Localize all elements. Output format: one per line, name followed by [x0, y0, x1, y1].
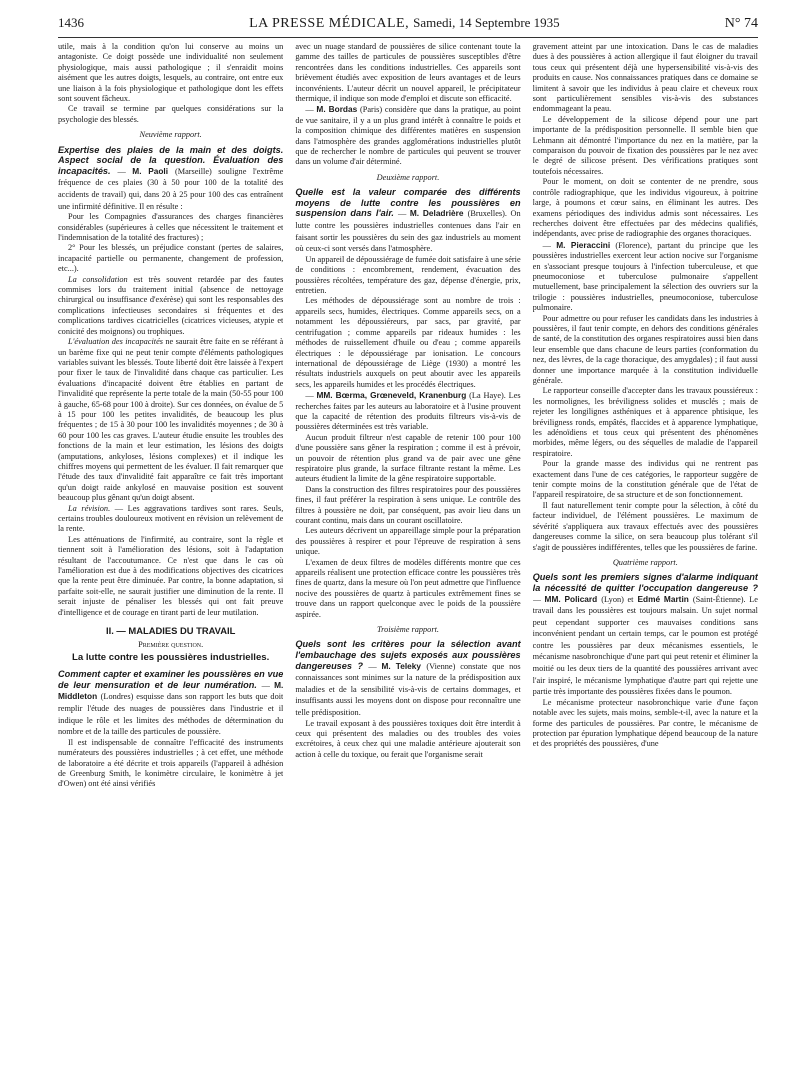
page-number: 1436 [58, 15, 84, 30]
italic-lead: La révision. [68, 503, 111, 513]
paragraph: Pour les Compagnies d'assurances des charges financières considérables (supérieures à celles que nécessitent le traitement et l'indemnisation de la totalité des fractures) ; [58, 212, 284, 243]
author-name: MM. Policard [544, 593, 598, 604]
question-title: Expertise des plaies de la main et des doigts. Aspect social de la question. Évaluation des incapacités. [58, 144, 284, 176]
author-name: MM. Bœrma, Grœneveld, Kranenburg [316, 390, 467, 401]
section-title: II. — MALADIES DU TRAVAIL [105, 625, 236, 637]
paragraph-text: est très souvent retardée par des fautes commises lors du traitement initial (absence de nettoyage chirurgical ou insuffisance d'exérèse) qui sont les responsables des complications infectieuses secondaires si fréquentes et des complications tardives cicatricielles (cicatrices vicieuses, atypie et conicité des moignons) ou trophiques. [58, 274, 284, 336]
author-name: M. Deladrière [409, 208, 464, 219]
paragraph-text: (Paris) considère que dans la pratique, au point de vue sanitaire, il y a un plus grand intérêt à connaître le poids et la composition chimique des différentes matières en suspension dans l'atmosphère des grandes agglomérations industrielles plutôt que de rechercher le nombre de particules qui peuvent se trouver dans un volume d'air déterminé. [295, 105, 521, 167]
issue-number: N° 74 [724, 16, 758, 31]
paragraph: Les auteurs décrivent un appareillage simple pour la préparation des poussières à respirer et pour l'épreuve de respiration à sens unique. [295, 526, 521, 557]
question-title: Comment capter et examiner les poussières en vue de leur mensuration et de leur numération. [58, 669, 284, 690]
question-title: La lutte contre les poussières industrielles. [72, 651, 270, 663]
paragraph: Le travail exposant à des poussières toxiques doit être interdit à ceux qui présentent des maladies ou des troubles des voies excrétoires, à ceux chez qui une maladie antérieure ajouterait son action à celle du toxique, ou ferait que l'organisme serait [295, 718, 521, 759]
header-center [249, 14, 560, 32]
article-columns [58, 42, 758, 1074]
paragraph-text: (Florence), partant du principe que les poussières industrielles exercent leur action nocive sur l'organisme en s'associant presque toujours à l'infection tuberculeuse, et que pneumoconiose et tuberculose pulmonaire s'appellent mutuellement, base principalement la sélection des ouvriers sur la trilogie : poussières industrielles, pneumoconiose, tuberculose pulmonaire. [532, 240, 758, 313]
question-title: Quelle est la valeur comparée des différents moyens de lutte contre les poussières en suspension dans l'air. [295, 187, 521, 219]
paragraph: Il est indispensable de connaître l'efficacité des instruments numérateurs des poussières industrielles ; à cet effet, une méthode de laboratoire a été décrite et trois appareils (l'appareil à adhésion de Greenburg Smith, le konimètre circulaire, le konimètre à jet d'Owen) ont été ainsi vérifiés [58, 737, 284, 789]
paragraph: Le développement de la silicose dépend pour une part importante de la prédisposition personnelle. Il semble bien que Lehmann ait démontré l'importance du nez en la matière, par la comparaison du pouvoir de fixation des poussières par le nez avec le degré de silicose présent. Des vérifications pratiques sont toutefois nécessaires. [532, 114, 758, 176]
italic-lead: La consolidation [68, 274, 128, 284]
paragraph: Le mécanisme protecteur nasobronchique varie d'une façon notable avec les sujets, mais moins, semble-t-il, avec la nature et la forme des particules de poussières. Par contre, le mécanisme de protection par épuration lymphatique dépend beaucoup de la nature et des propriétés des poussières, d'une [532, 697, 758, 749]
paragraph: Dans la construction des filtres respiratoires pour des poussières fines, il faut préférer la respiration à sens unique. Le contrôle des filtres à poussière ne doit, par conséquent, pas avoir lieu dans un courant continu, mais dans un courant oscillatoire. [295, 484, 521, 525]
author-name: Edmé Martin [637, 593, 689, 604]
author-name: M. Paoli [132, 165, 169, 176]
paragraph: avec un nuage standard de poussières de silice contenant toute la gamme des tailles de particules de poussières susceptibles d'être rencontrées dans les conditions industrielles. Ces appareils sont brièvement étudiés avec exposition de leurs avantages et de leurs inconvénients. L'auteur décrit un nouvel appareil, le précipitateur thermique, il indique son mode d'emploi et discute son efficacité. [295, 42, 521, 104]
question-heading: Comment capter et examiner les poussières en vue de leur mensuration et de leur numération. — M. Middleton (Londres) esquisse dans son rapport les buts que doit remplir l'étude des nuages de poussières dans l'industrie et il indique le rôle et les limites des méthodes de détermination du nombre et de la taille des particules de poussière. [58, 669, 284, 737]
question-title: Quels sont les premiers signes d'alarme indiquant la nécessité de quitter l'occupation dangereuse ? [532, 572, 758, 593]
author-name: M. Pieraccini [556, 239, 611, 250]
issue-date: Samedi, 14 Septembre 1935 [413, 15, 560, 30]
paragraph: Le rapporteur conseille d'accepter dans les travaux poussiéreux : les normolignes, les bréviligness solides et musclés ; mais de rejeter les longilignes asthéniques et à apparence phtisique, les bréviligness ronds, empâtés, flaccides et à apparence lymphatique, les adénoïdiens et tous ceux qui présentent des phénomènes morbides, même légers, ou des séquelles de maladie de l'appareil respiratoire. [532, 386, 758, 458]
paragraph: Pour le moment, on doit se contenter de ne prendre, sous contrôle radiographique, que les individus vigoureux, à poitrine large, à poumons et cœur sains, en éliminant les autres. Des examens périodiques des individus admis sont nécessaires. Les recherches doivent être effectuées par des médecins qualifiés, indépendants, avec prise de radiographie des organes thoraciques. [532, 177, 758, 239]
author-connector: (Lyon) et [601, 594, 634, 604]
page-header [58, 14, 758, 38]
question-heading: Quels sont les premiers signes d'alarme indiquant la nécessité de quitter l'occupation dangereuse ? — MM. Policard (Lyon) et Edmé Martin (Saint-Étienne). Le travail dans les poussières est toujours malsain. Un sujet normal peut cependant supporter ces mauvaises conditions sans inconvénient pendant un certain temps, car le poumon est protégé contre les poussières par deux mécanismes essentiels, le mécanisme nasobronchique d'une part qui peut retenir et éliminer la moitié ou les deux tiers de la quantité des poussières arrivant avec l'air inspiré, le mécanisme lymphatique d'autre part qui rejette une partie très importante des poussières fixées dans le poumon. [532, 572, 758, 697]
rapport-label: Troisième rapport. [377, 625, 439, 635]
paragraph-text: (La Haye). Les recherches faites par les auteurs au laboratoire et à l'usine prouvent que la capacité de rétention des produits filtreurs vis-à-vis de poussières déterminées est très variable. [295, 391, 521, 432]
author-name: M. Teleky [381, 660, 422, 671]
paragraph: Pour admettre ou pour refuser les candidats dans les industries à poussières, il faut tenir compte, en dehors des conditions générales de santé, de la constitution des organes respiratoires aussi bien dans leur ensemble que dans chacune de leurs parties (conformation du nez, des lèvres, de la cage thoracique, des amygdales) ; il faut aussi donner une importance marquée à la constitution individuelle générale. [532, 313, 758, 385]
paragraph: — MM. Bœrma, Grœneveld, Kranenburg (La Haye). Les recherches faites par les auteurs au laboratoire et à l'usine prouvent que la capacité de rétention des produits filtreurs vis-à-vis de poussières déterminées est très variable. [295, 390, 521, 432]
paragraph: (Marseille) souligne l'extrême fréquence de ces plaies (30 à 50 pour 100 de la totalité des accidents de travail) qui, dans 20 à 25 pour 100 des cas entraînent une infirmité définitive. Il en résulte : [58, 166, 284, 211]
paragraph: 2° Pour les blessés, un préjudice constant (pertes de salaires, incapacité partielle ou permanente, changement de profession, etc...). [58, 243, 284, 274]
paragraph: Un appareil de dépoussiérage de fumée doit satisfaire à une série de conditions : encombrement, rendement, évacuation des poussières récoltées, température des gaz, dépense d'énergie, prix, entretien. [295, 254, 521, 296]
paragraph: utile, mais à la condition qu'on lui conserve au moins un antagoniste. Ce doigt possède une individualité non seulement physiologique, mais aussi pathologique ; il s'enraidit moins aisément que les autres doigts, lesquels, au contraire, ont entre eux une liaison à la fois physiologique et pathologique dont les effets sont souvent fâcheux. [58, 42, 284, 104]
paragraph [58, 337, 283, 504]
column-3 [533, 42, 758, 1074]
rapport-label: Neuvième rapport. [139, 130, 202, 140]
paragraph: Pour la grande masse des individus qui ne rentrent pas exactement dans l'une de ces catégories, le rapporteur suggère de tenir compte moins de la constitution générale que de l'état de l'appareil respiratoire, de sa structure et de son fonctionnement. [532, 459, 758, 500]
column-1 [58, 42, 283, 1074]
question-heading: Quelle est la valeur comparée des différents moyens de lutte contre les poussières en suspension dans l'air. — M. Deladrière (Bruxelles). On lutte contre les poussières industrielles contenues dans l'air en faisant sortir les poussières du sein des gaz industriels au moment où ceux-ci sont versés dans l'atmosphère. [295, 187, 521, 254]
paragraph: — M. Pieraccini (Florence), partant du principe que les poussières industrielles exercent leur action nocive sur l'organisme en s'associant presque toujours à l'infection tuberculeuse, et que pneumoconiose et tuberculose pulmonaire s'appellent mutuellement, base principalement la sélection des ouvriers sur la trilogie : poussières industrielles, pneumoconiose, tuberculose pulmonaire. [532, 239, 758, 313]
paragraph: (Bruxelles). On lutte contre les poussières industrielles contenues dans l'air en faisant sortir les poussières du sein des gaz industriels au moment où ceux-ci sont versés dans l'atmosphère. [295, 209, 521, 254]
paragraph: (Londres) esquisse dans son rapport les buts que doit remplir l'étude des nuages de poussières dans l'industrie et il indique le rôle et les limites des méthodes de détermination du nombre et de la taille des particules de poussière. [58, 692, 284, 737]
paragraph [58, 504, 283, 535]
paragraph: Les atténuations de l'infirmité, au contraire, sont la règle et tiennent soit à l'amélioration des lésions, soit à l'adaptation résultant de l'accoutumance. Ce n'est que dans le cas où l'amélioration est due à des modifications objectives des cicatrices que la rente peut être diminuée. Par contre, la bonne adaptation, si parfaite soit-elle, ne saurait justifier une diminution de la rente. Il serait injuste de pénaliser les blessés qui ont fait preuve d'intelligence et de courage en tirant parti de leur mutilation. [58, 534, 284, 617]
paragraph: gravement atteint par une intoxication. Dans le cas de maladies dues à des poussières à action allergique il faut éloigner du travail tous ceux qui présentent déjà une hypersensibilité vis-à-vis des produits en cause. Nos connaissances pratiques dans ce domaine se limitent à savoir que les individus à peau claire et cheveux roux sont particulièrement sensibles vis-à-vis des substances endommageant la peau. [532, 42, 758, 114]
question-label: Première question. [138, 640, 204, 650]
paragraph: (Saint-Étienne). Le travail dans les poussières est toujours malsain. Un sujet normal peut cependant supporter ces mauvaises conditions sans inconvénient pendant un certain temps, car le poumon est protégé contre les poussières par deux mécanismes essentiels, le mécanisme nasobronchique d'une part qui peut retenir et éliminer la moitié ou les deux tiers de la quantité des poussières arrivant avec l'air inspiré, le mécanisme lymphatique d'autre part qui rejette une partie très importante des poussières fixées dans le poumon. [532, 594, 758, 697]
question-title: Quels sont les critères pour la sélection avant l'embauchage des sujets exposés aux poussières dangereuses ? [295, 639, 521, 671]
author-name: M. Middleton [58, 679, 284, 702]
paragraph: — M. Bordas (Paris) considère que dans la pratique, au point de vue sanitaire, il y a un plus grand intérêt à connaître le poids et la composition chimique des différentes matières en suspension dans l'atmosphère des grandes agglomérations industrielles plutôt que de rechercher le nombre de particules qui peuvent se trouver dans un volume d'air déterminé. [295, 104, 521, 167]
column-2 [295, 42, 520, 1074]
rapport-label: Deuxième rapport. [376, 172, 440, 182]
paragraph: (Vienne) constate que nos connaissances sont minimes sur la nature de la prédisposition aux maladies et de la sensibilité vis-à-vis de certains dommages, et insuffisants aussi les moyens dont on dispose pour reconnaître une telle prédisposition. [295, 661, 521, 718]
paragraph: Il faut naturellement tenir compte pour la sélection, à côté du facteur individuel, de l'élément poussières. Le maximum de sévérité s'appliquera aux travaux effectués avec des poussières dangereuses comme la silice, on sera beaucoup plus tolérant s'il s'agit de poussières indifférentes, telles que les poussières de farine. [532, 500, 758, 552]
italic-lead: L'évaluation des incapacités [68, 337, 164, 347]
paragraph: Aucun produit filtreur n'est capable de retenir 100 pour 100 d'une poussière sans gêner la respiration ; comme il est à prévoir, un pouvoir de rétention plus grand va de pair avec une gêne respiratoire plus grande, la surface filtrante restant la même. Les auteurs étudient la limite de la gêne respiratoire supportable. [295, 432, 521, 484]
question-heading: Expertise des plaies de la main et des doigts. Aspect social de la question. Évaluation des incapacités. — M. Paoli (Marseille) souligne l'extrême fréquence de ces plaies (30 à 50 pour 100 de la totalité des accidents de travail) qui, dans 20 à 25 pour 100 des cas entraînent une infirmité définitive. Il en résulte : [58, 144, 284, 211]
paragraph: Les méthodes de dépoussiérage sont au nombre de trois : appareils secs, humides, électriques. Comme appareils secs, on a notamment les dépoussiéreurs, par sacs, par gravité, par centrifugation ; comme appareils par rideaux humides : les méthodes de ruissellement d'huile ou d'eau ; comme appareils électriques : le dépoussiérage par ionisation. Le concours international de dépoussiérage de Liège (1930) a montré les résultats industriels auxquels on peut aboutir avec les appareils secs, les appareils humides et les procédés électriques. [295, 296, 521, 389]
paragraph-text: ne saurait être faite en se référant à un barème fixe qui ne peut tenir compte d'éléments pathologiques variables suivant les blessés. Toute liberté doit être laissée à l'expert pour fixer le taux de l'invalidité dans chaque cas particulier. Les évaluations d'incapacité doivent être établies en partant de l'invalidité que représente la perte totale de la main (50-55 pour 100 à gauche, 65-68 pour 100 à droite). Sur ces données, on évalue de 5 à 15 pour 100 les petites invalidités, de beaucoup les plus fréquentes ; de 15 à 30 pour 100 les invalidités moyennes ; de 30 à 60 pour 100 les cas graves. L'auteur étudie ensuite les troubles des fonctions de la main et leur estimation, les lésions des doigts (amputations, ankyloses, lésions complexes) et il indique les chiffres moyens qui permettent de les évaluer. Il fait remarquer que l'étude des taux d'invalidité fait apparaître ce fait très important qu'un doigt raide ankylosé en mauvaise position est souvent beaucoup plus gênant qu'un doigt absent. [58, 337, 284, 503]
rapport-label: Quatrième rapport. [612, 557, 678, 567]
paragraph [58, 275, 283, 337]
paragraph-text: — Les aggravations tardives sont rares. Seuls, certains troubles douloureux motivent en révision un relèvement de la rente. [58, 503, 284, 534]
paragraph: L'examen de deux filtres de modèles différents montre que ces appareils réalisent une protection efficace contre les poussières très fines de quartz, dans la mesure où l'on peut admettre que l'influence nocive des poussières de quartz à particules extrêmement fines se trouve dans un rapport quelconque avec le poids de la poussière aspirée. [295, 557, 521, 619]
question-heading: Quels sont les critères pour la sélection avant l'embauchage des sujets exposés aux poussières dangereuses ? — M. Teleky (Vienne) constate que nos connaissances sont minimes sur la nature de la prédisposition aux maladies et de la sensibilité vis-à-vis de certains dommages, et insuffisants aussi les moyens dont on dispose pour reconnaître une telle prédisposition. [295, 639, 521, 718]
author-name: M. Bordas [316, 104, 358, 115]
paragraph: Ce travail se termine par quelques considérations sur la psychologie des blessés. [58, 104, 284, 124]
journal-title: LA PRESSE MÉDICALE, [249, 16, 410, 31]
